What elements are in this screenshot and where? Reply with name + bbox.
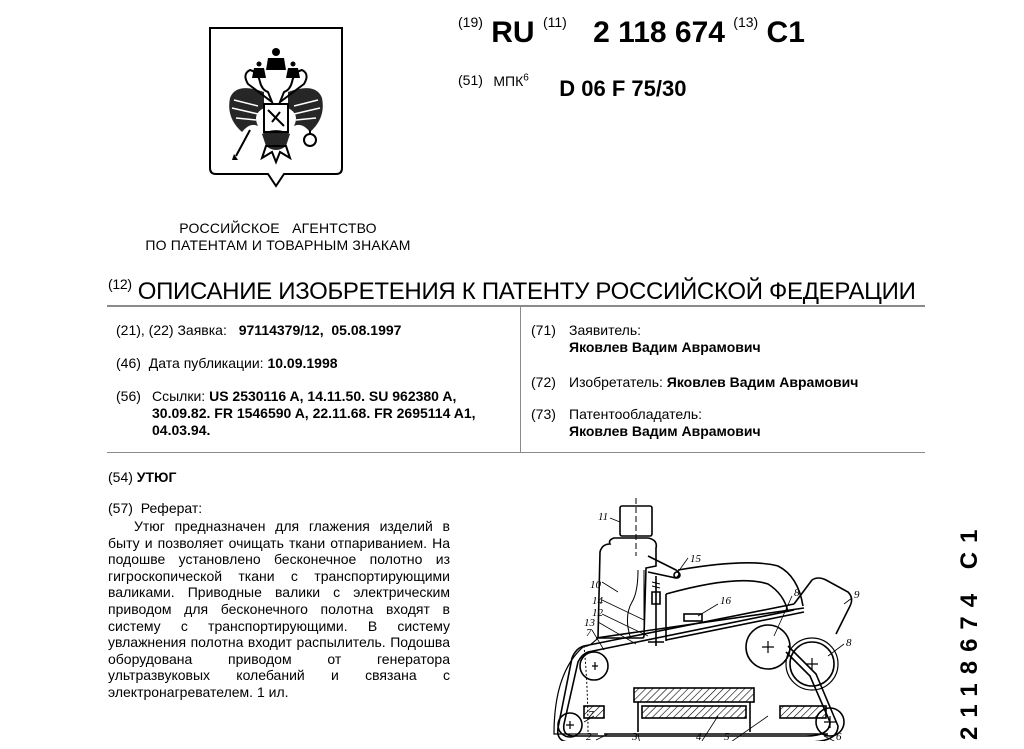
owner-field	[531, 406, 761, 440]
inid-code-56: (56)	[116, 388, 141, 404]
ipc-edition: 6	[523, 72, 529, 83]
abstract-label: Реферат:	[140, 500, 203, 516]
title-text: ОПИСАНИЕ ИЗОБРЕТЕНИЯ К ПАТЕНТУ РОССИЙСКОЙ ФЕДЕРАЦИИ	[137, 278, 916, 305]
drawing-label: 7	[588, 709, 594, 721]
country-code: RU	[491, 16, 535, 49]
abstract-heading	[108, 500, 202, 516]
drawing-label: 8	[794, 587, 800, 599]
iron-technical-drawing-icon	[548, 496, 878, 741]
inid-code-46: (46)	[116, 355, 141, 371]
drawing-label: 7	[586, 627, 592, 639]
inventor-field	[531, 374, 858, 391]
drawing-label: 11	[598, 511, 609, 523]
kind-code: C1	[766, 16, 805, 49]
applicant-label: Заявитель:	[569, 322, 642, 338]
drawing-label: 9	[854, 589, 860, 601]
owner-label: Патентообладатель:	[569, 406, 703, 422]
drawing-label: 16	[720, 595, 731, 607]
document-title	[108, 278, 916, 306]
application-value: 97114379/12, 05.08.1997	[238, 322, 402, 338]
publication-date-value: 10.09.1998	[267, 355, 338, 371]
inid-code-51: (51)	[458, 72, 483, 88]
application-label: Заявка:	[177, 322, 227, 338]
inid-code-19: (19)	[458, 14, 483, 30]
drawing-label: 6	[836, 731, 842, 741]
column-divider	[520, 307, 521, 453]
inid-code-13: (13)	[733, 14, 759, 30]
references-field	[116, 388, 506, 439]
abstract-text: Утюг предназначен для глажения изделий в быту и позволяет очищать ткани отпариванием. На подошве установлено бесконечное полотно из гигроскопической ткани с транспортирующими валиками. Приводные валики с электрическим приводом для бесконечного полотна входят в систему с транспортирующими. В систему увлажнения полотна входит распылитель. Подошва оборудована приводом от генератора ультразвуковых колебаний и связана с электронагревателем. 1 ил.	[108, 518, 450, 700]
inid-code-57: (57)	[108, 500, 133, 516]
invention-name: УТЮГ	[136, 469, 177, 485]
invention-title	[108, 469, 176, 485]
inid-code-12: (12)	[108, 276, 132, 292]
invention-drawing	[548, 496, 878, 741]
agency-line-1: РОССИЙСКОЕ АГЕНТСТВО	[179, 220, 377, 236]
references-value: US 2530116 A, 14.11.50. SU 962380 A, 30.09.82. FR 1546590 A, 22.11.68. FR 2695114 A1, 04.03.94.	[152, 388, 476, 438]
application-field	[116, 322, 401, 339]
drawing-label: 8	[846, 637, 852, 649]
inventor-label: Изобретатель:	[569, 374, 663, 390]
drawing-label: 2	[586, 731, 592, 741]
side-patent-number-text: 2118674 C1	[956, 520, 983, 740]
inid-code-21-22: (21), (22)	[116, 322, 174, 338]
bibliographic-divider	[107, 452, 925, 453]
references-label: Ссылки:	[152, 388, 206, 404]
patent-publication-number	[458, 16, 805, 50]
drawing-label: 15	[690, 553, 701, 565]
coat-of-arms-emblem	[206, 22, 346, 190]
drawing-label: 5	[724, 731, 730, 741]
drawing-label: 14	[592, 595, 603, 607]
inid-code-71: (71)	[531, 322, 556, 338]
inid-code-11: (11)	[542, 14, 567, 30]
ipc-label: МПК	[493, 72, 524, 89]
drawing-label: 4	[696, 731, 702, 741]
publication-date-field	[116, 355, 338, 372]
applicant-value: Яковлев Вадим Аврамович	[569, 339, 761, 355]
drawing-label: 3	[632, 731, 638, 741]
side-patent-number	[950, 430, 990, 740]
owner-value: Яковлев Вадим Аврамович	[569, 423, 761, 439]
ipc-value: D 06 F 75/30	[559, 76, 687, 101]
inid-code-72: (72)	[531, 374, 556, 390]
inventor-value: Яковлев Вадим Аврамович	[666, 374, 859, 390]
double-headed-eagle-icon	[206, 22, 346, 190]
agency-name	[108, 220, 448, 254]
title-divider	[107, 305, 925, 307]
publication-date-label: Дата публикации:	[148, 355, 264, 371]
drawing-label: 10	[590, 579, 601, 591]
ipc-classification	[458, 72, 687, 101]
inid-code-54: (54)	[108, 469, 133, 485]
inid-code-73: (73)	[531, 406, 556, 422]
drawing-label: 12	[592, 607, 603, 619]
drawing-label: 13	[584, 617, 595, 629]
agency-line-2: ПО ПАТЕНТАМ И ТОВАРНЫМ ЗНАКАМ	[145, 237, 411, 253]
patent-number: 2 118 674	[593, 16, 725, 49]
applicant-field	[531, 322, 761, 356]
